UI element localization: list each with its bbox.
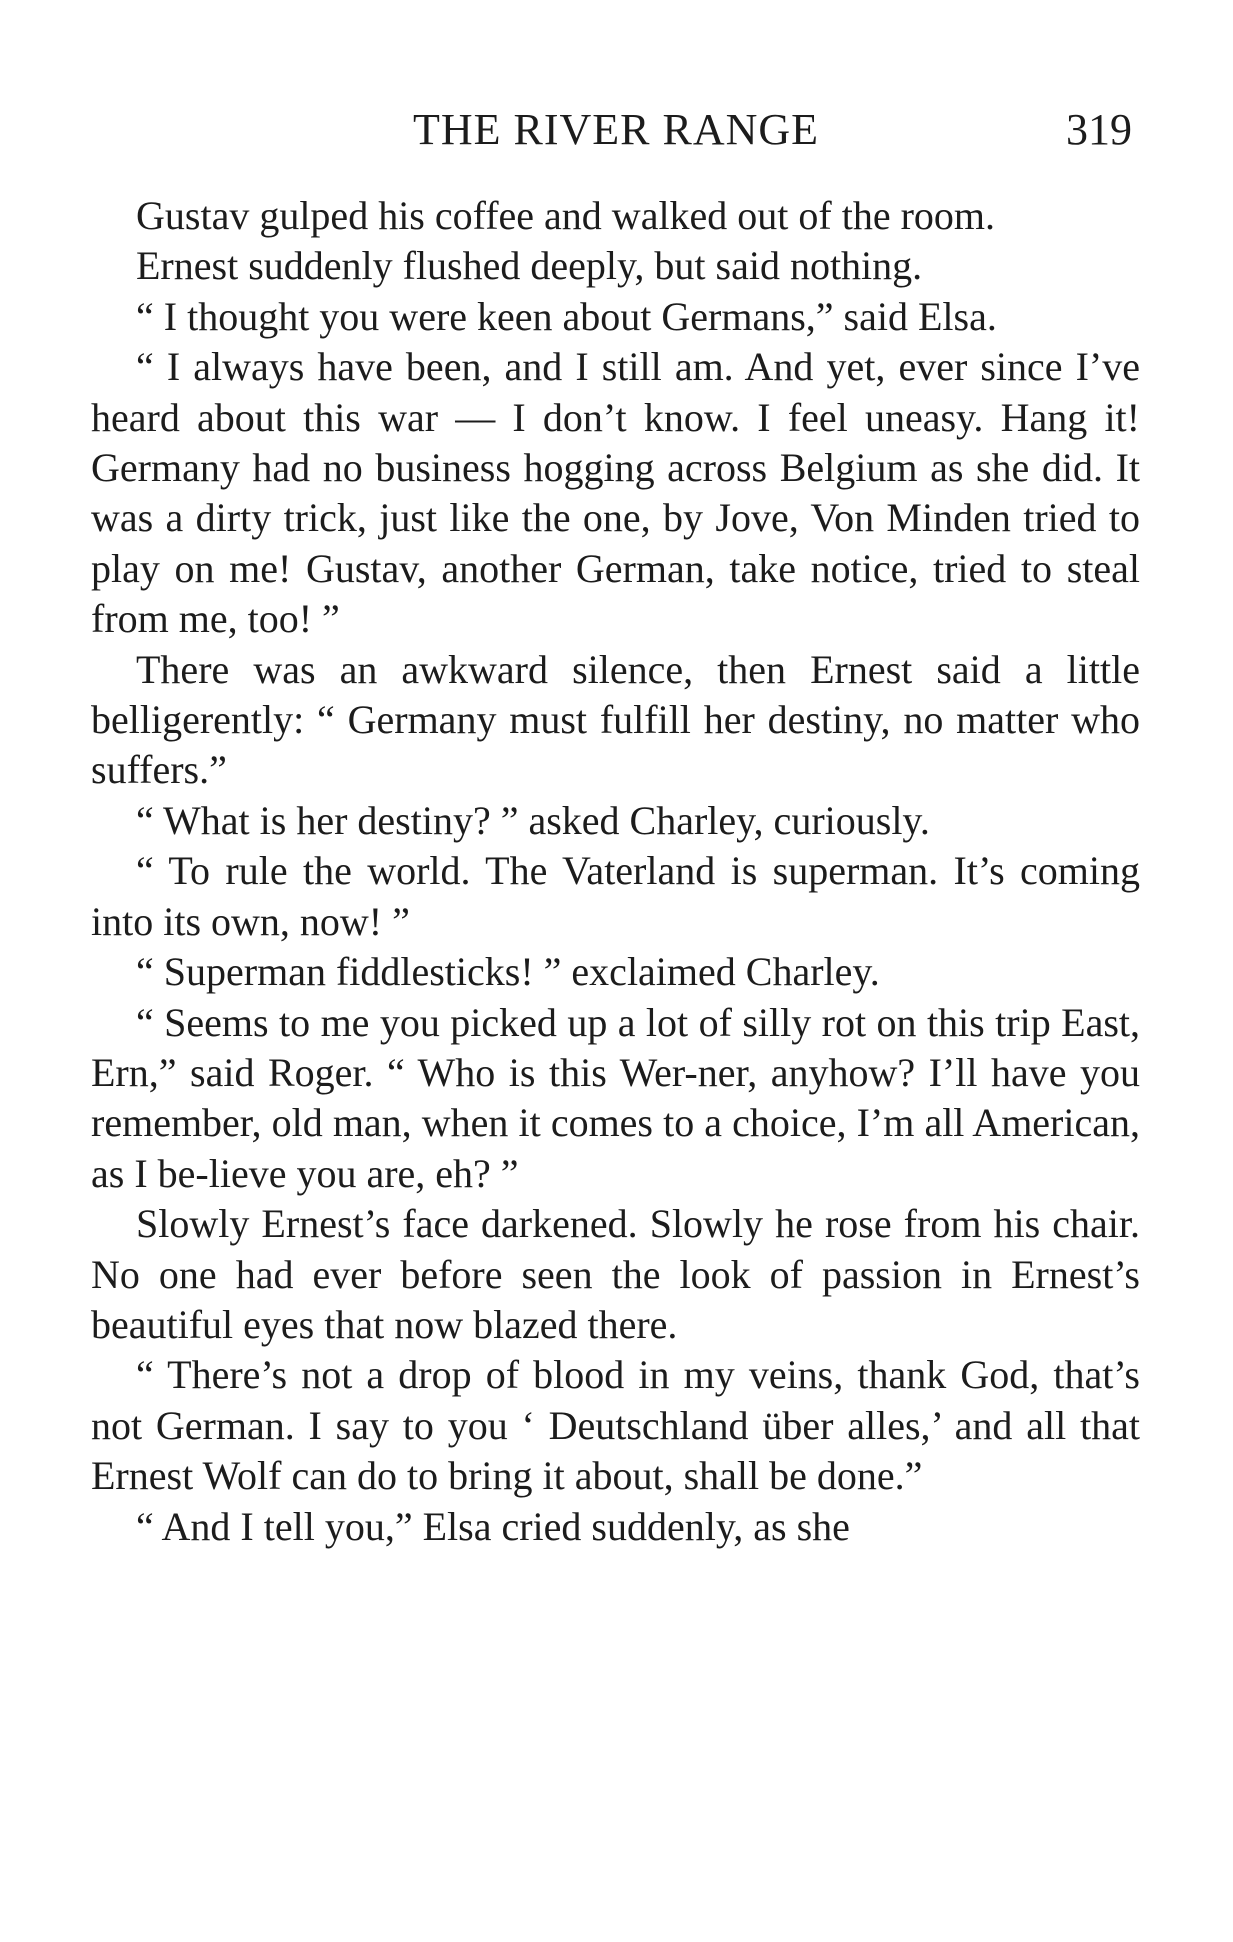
page-number: 319 bbox=[1066, 105, 1132, 154]
paragraph: “ I thought you were keen about Germans,” said Elsa. bbox=[136, 293, 997, 339]
paragraph: “ Superman fiddlesticks! ” exclaimed Charley. bbox=[136, 949, 880, 995]
paragraph: “ What is her destiny? ” asked Charley, curiously. bbox=[136, 797, 930, 843]
body-text bbox=[91, 191, 1140, 1552]
paragraph: There was an awkward silence, then Ernest said a little belligerently: “ Germany must fulfill her destiny, no matter who suffers.” bbox=[91, 646, 1140, 793]
running-header bbox=[90, 100, 1142, 160]
paragraph: Ernest suddenly flushed deeply, but said nothing. bbox=[136, 243, 923, 289]
paragraph: Gustav gulped his coffee and walked out of the room. bbox=[136, 193, 996, 238]
paragraph-last: “ And I tell you,” Elsa cried suddenly, as she bbox=[136, 1503, 850, 1549]
paragraph: “ There’s not a drop of blood in my veins, thank God, that’s not German. I say to you ‘ Deutschland über alles,’ and all that Ernest Wolf can do to bring it about, shall be done.” bbox=[91, 1352, 1140, 1499]
running-title: THE RIVER RANGE bbox=[412, 105, 820, 154]
paragraph: “ Seems to me you picked up a lot of silly rot on this trip East, Ern,” said Roger. “ Who is this Wer-ner, anyhow? I’ll have you remember, old man, when it comes to a choice, I’m all American, as I be-lieve you are, eh? ” bbox=[91, 999, 1140, 1196]
paragraph: “ I always have been, and I still am. And yet, ever since I’ve heard about this war — I don’t know. I feel uneasy. Hang it! Germany had no business hogging across Belgium as she did. It was a dirty trick, just like the one, by Jove, Von Minden tried to play on me! Gustav, another German, take notice, tried to steal from me, too! ” bbox=[91, 344, 1140, 642]
paragraph: “ To rule the world. The Vaterland is superman. It’s coming into its own, now! ” bbox=[91, 848, 1140, 944]
paragraph: Slowly Ernest’s face darkened. Slowly he rose from his chair. No one had ever before seen the look of passion in Ernest’s beautiful eyes that now blazed there. bbox=[91, 1201, 1140, 1347]
